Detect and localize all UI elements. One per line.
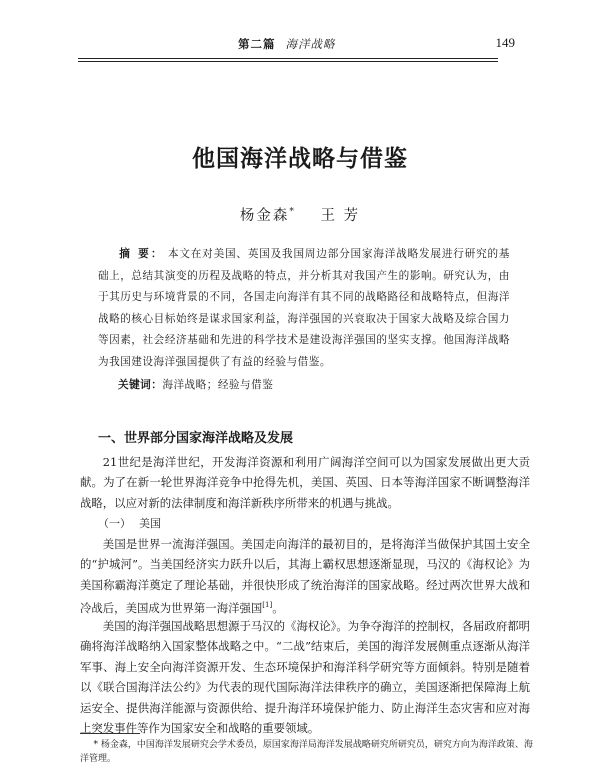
author-line bbox=[0, 204, 600, 225]
author-1-footnote-mark: * bbox=[289, 207, 296, 218]
keywords-text: 海洋战略；经验与借鉴 bbox=[162, 379, 274, 391]
citation-ref: [1] bbox=[262, 601, 273, 610]
subsection-title: 美国 bbox=[139, 517, 161, 530]
paragraph-us-2: 美国的海洋强国战略思想源于马汉的《海权论》。为争夺海洋的控制权，各届政府都明确将海洋战略纳入国家整体战略之中。“二战”结束后，美国的海洋发展侧重点逐渐从海洋军事、海上安全向海洋资源开发、生态环境保护和海洋科学研究等方面倾斜。特别是随着以《联合国海洋法公约》为代表的现代国际海洋法律秩序的确立，美国逐渐把保障海上航运安全、提供海洋能源与资源供给、提升海洋环境保护能力、防止海洋生态灾害和应对海上突发事件等作为国家安全和战略的重要领域。 bbox=[80, 619, 530, 736]
paragraph-us-1 bbox=[80, 534, 530, 618]
paragraph-intro: 21世纪是海洋世纪，开发海洋资源和利用广阔海洋空间可以为国家发展做出更大贡献。为了在新一轮世界海洋竞争中抢得先机，美国、英国、日本等海洋国家不断调整海洋战略，以应对新的法律制度和海洋新秩序所带来的机遇与挑战。 bbox=[80, 455, 530, 510]
abstract-text: 本文在对美国、英国及我国周边部分国家海洋战略发展进行研究的基础上，总结其演变的历程及战略的特点，并分析其对我国产生的影响。研究认为，由于其历史与环境背景的不同，各国走向海洋有其不同的战略路径和战略特点，但海洋战略的核心目标始终是谋求国家利益，海洋强国的兴衰取决于国家大战略及综合国力等因素，社会经济基础和先进的科学技术是建设海洋强国的坚实支撑。他国海洋战略为我国建设海洋强国提供了有益的经验与借鉴。 bbox=[98, 248, 510, 368]
keywords-label: 关键词： bbox=[118, 379, 163, 391]
paragraph-us-1-text: 美国是世界一流海洋强国。美国走向海洋的最初目的，是将海洋当做保护其国土安全的“护城河”。当美国经济实力跃升以后，其海上霸权思想逐渐显现，马汉的《海权论》为美国称霸海洋奠定了理论基础，并很快形成了统治海洋的国家战略。经过两次世界大战和冷战后，美国成为世界第一海洋强国 bbox=[80, 537, 530, 616]
paragraph-us-1-end: 。 bbox=[272, 601, 284, 616]
page-number: 149 bbox=[495, 35, 515, 50]
subsection-number: （一） bbox=[98, 517, 131, 530]
subsection-heading bbox=[98, 515, 161, 531]
keywords bbox=[118, 377, 273, 392]
footnote-rule bbox=[80, 733, 140, 734]
header-section-name: 海洋战略 bbox=[285, 37, 336, 51]
header-part: 第二篇 bbox=[238, 37, 276, 51]
abstract bbox=[98, 244, 510, 373]
header-rule bbox=[78, 58, 498, 59]
author-2: 王 芳 bbox=[320, 208, 361, 224]
footnote: * 杨金森，中国海洋发展研究会学术委员，原国家海洋局海洋发展战略研究所研究员，研究方向为海洋政策、海洋管理。 bbox=[80, 740, 533, 764]
header-rule-thin bbox=[78, 61, 498, 62]
header-section bbox=[238, 36, 336, 52]
running-header bbox=[0, 36, 600, 56]
abstract-label: 摘 要： bbox=[119, 248, 164, 260]
article-title: 他国海洋战略与借鉴 bbox=[192, 146, 408, 172]
section-heading: 一、世界部分国家海洋战略及发展 bbox=[98, 431, 294, 446]
author-1: 杨金森 bbox=[239, 208, 290, 224]
